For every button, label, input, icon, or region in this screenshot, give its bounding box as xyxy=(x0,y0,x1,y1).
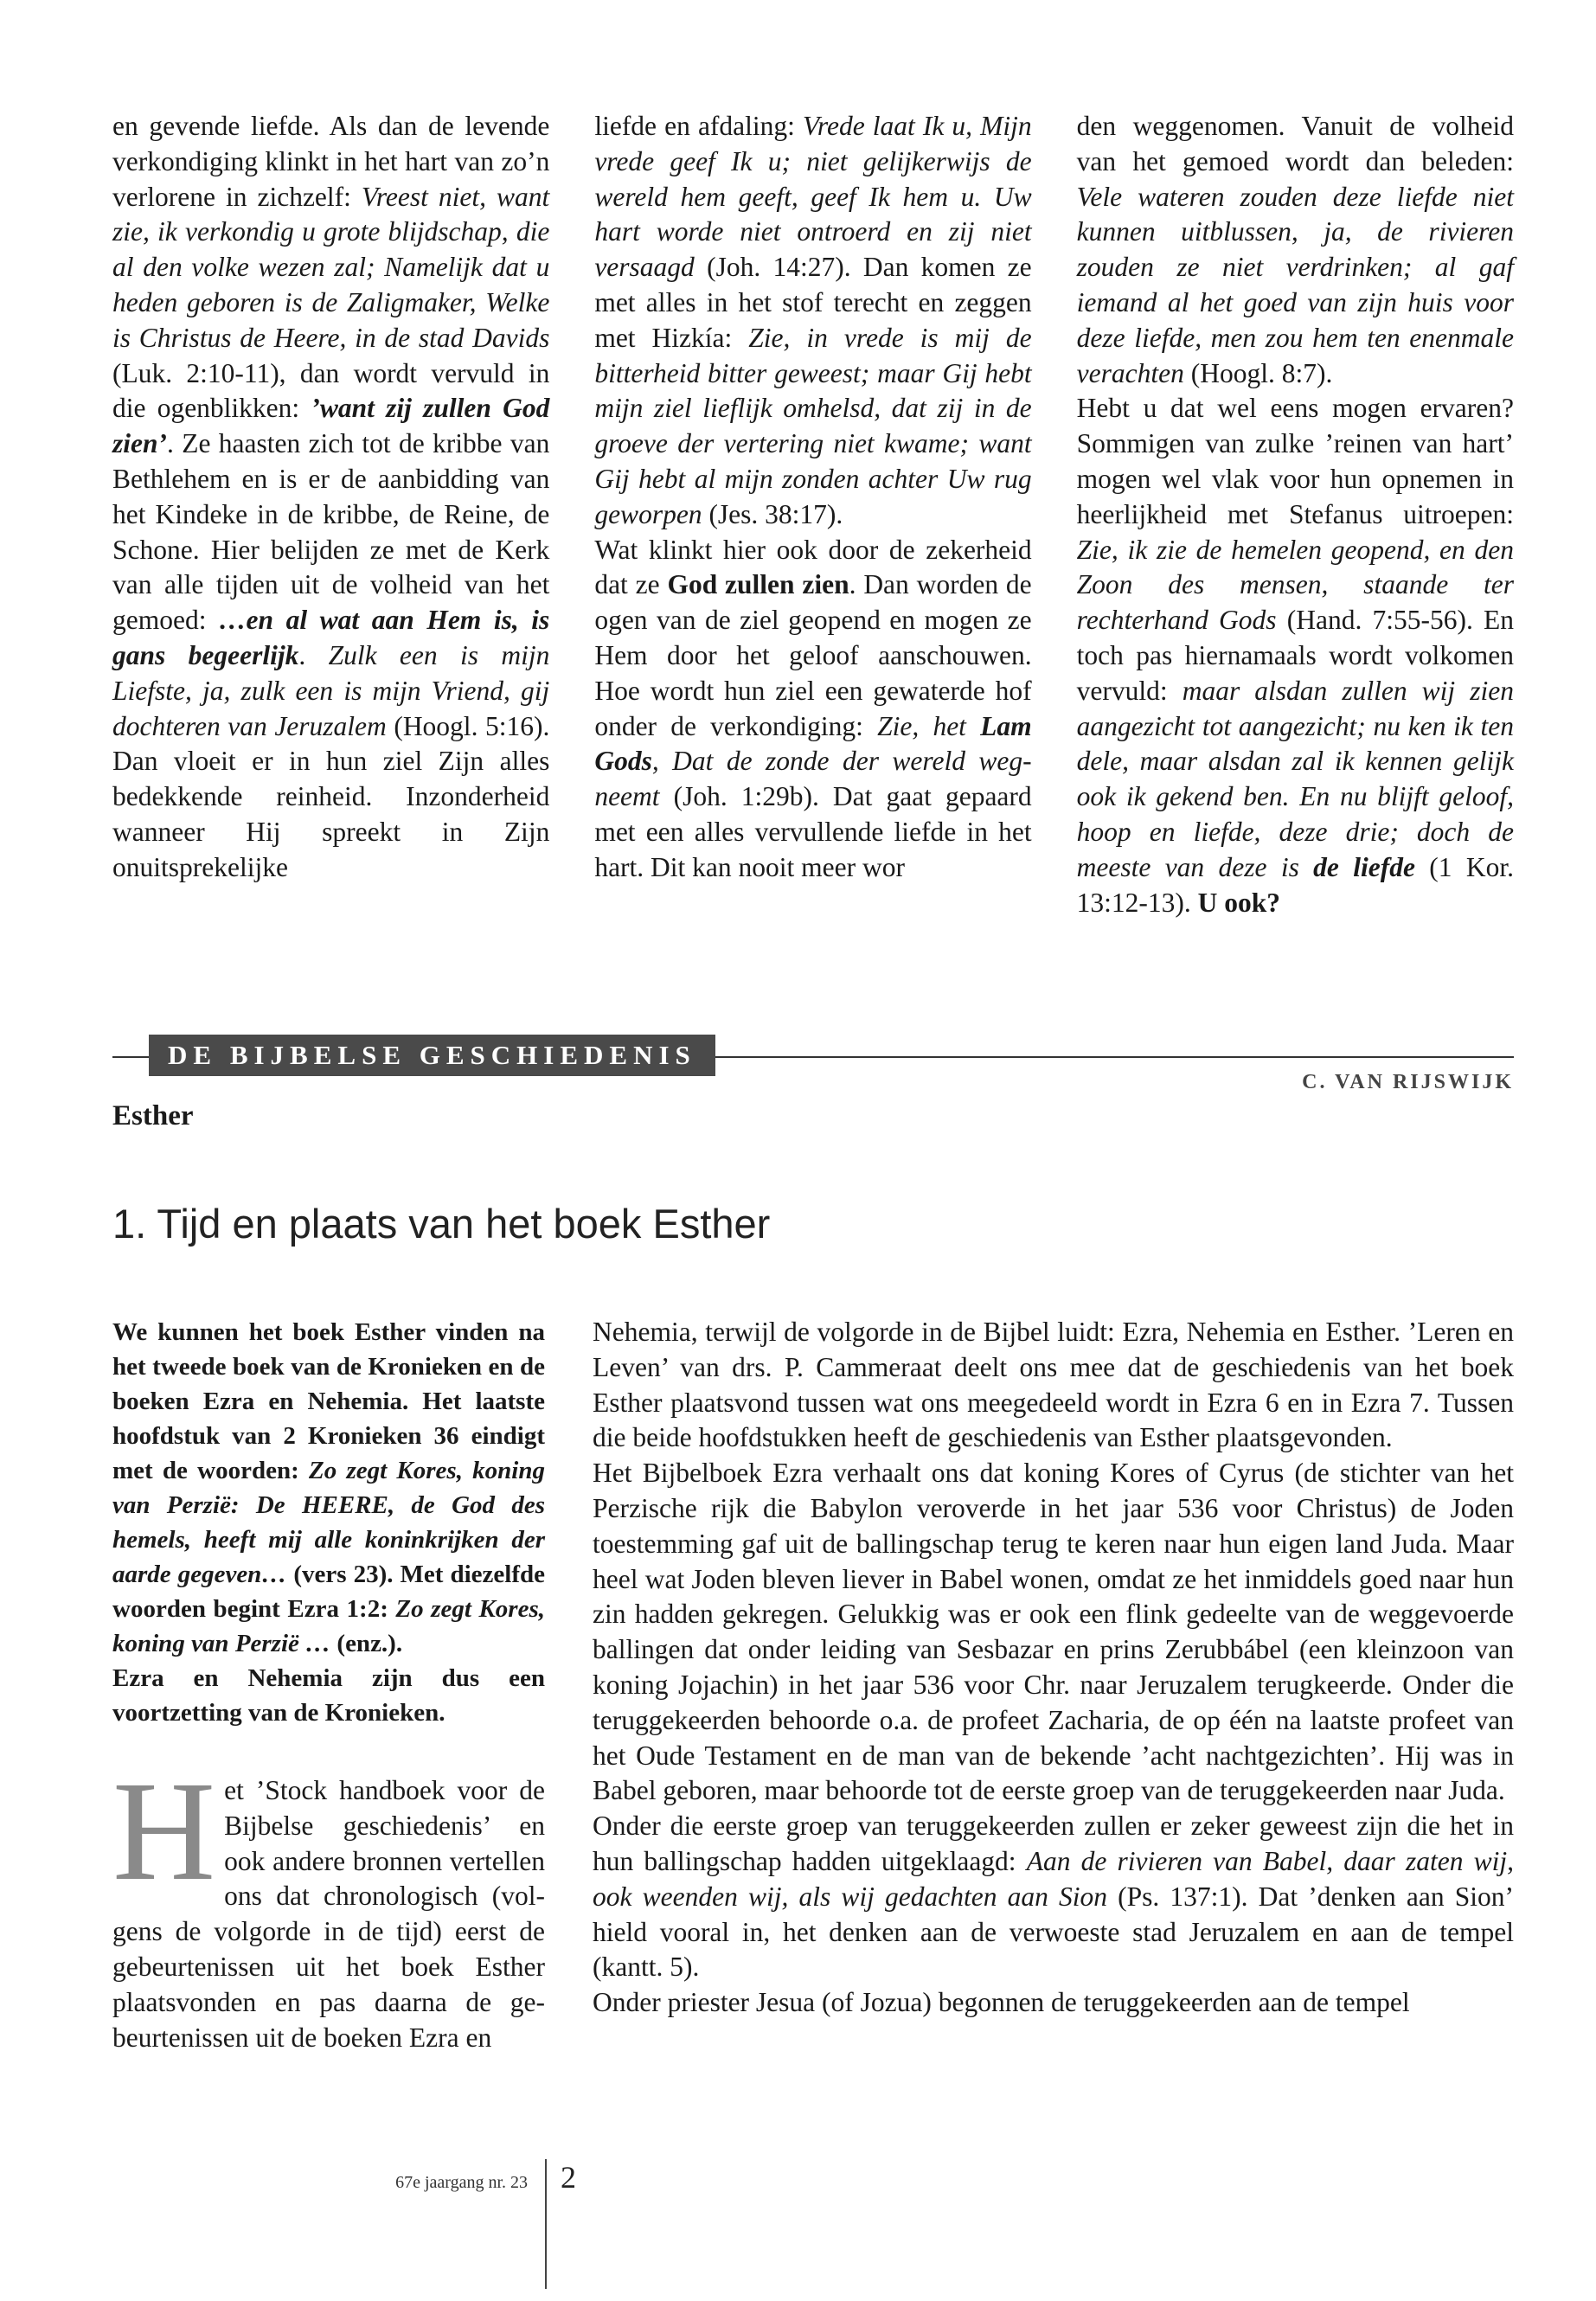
text-run: , Dat de zonde der wereld wegneemt xyxy=(594,746,1032,812)
article-title: 1. Tijd en plaats van het boek Esther xyxy=(112,1201,771,1247)
text-run: (enz.). xyxy=(330,1630,403,1657)
lower-left-column xyxy=(112,1315,545,2055)
text-run: den weggenomen. Vanuit de volheid van het gemoed wordt dan beleden: xyxy=(1076,111,1514,176)
section-label: DE BIJBELSE GESCHIEDENIS xyxy=(149,1035,715,1076)
text-run: Zie, in vrede is mij de bitterheid bitter geweest; maar Gij hebt mijn ziel lieflijk omhelsd, dat zij in de groeve der vertering niet kwame; want Gij hebt al mijn zonden achter Uw rug geworpen xyxy=(594,322,1032,529)
text-run: Hebt u dat wel eens mogen ervaren? Sommigen van zulke ’reinen van hart’ mogen wel vlak voor hun opnemen in heerlijkheid met Stefanus uitroepen: xyxy=(1076,393,1514,529)
text-run: en gevende liefde. Als dan de levende verkondiging klinkt in het hart van zo’n verlorene in zichzelf: xyxy=(112,111,550,212)
text-run: liefde en afdaling: xyxy=(594,111,803,141)
text-run: Lam Gods xyxy=(594,710,1032,777)
text-run: Zo zegt Kores, koning van Perzië … xyxy=(112,1595,546,1657)
top-column-3 xyxy=(1077,109,1514,920)
text-run: ’want zij zullen God zien’ xyxy=(112,393,550,459)
text-run: (Joh. 1:29b). Dat gaat gepaard met een alles vervullende liefde in het hart. Dit kan nooit meer wor xyxy=(594,781,1032,882)
body-right-paragraph-1 xyxy=(593,1315,1514,1456)
text-run: maar alsdan zullen wij zien aangezicht tot aangezicht; nu ken ik ten dele, maar alsdan zal ik kennen gelijk ook ik gekend ben. En nu blijft geloof, hoop en liefde, deze drie; doch de meeste van deze is xyxy=(1076,675,1514,882)
text-run: (Hand. 7:55-56). En toch pas hiernamaals wordt volkomen vervuld: xyxy=(1076,605,1514,706)
series-title: Esther xyxy=(112,1100,194,1131)
page-number: 2 xyxy=(561,2160,576,2195)
text-run: Onder die eerste groep van teruggekeerden zullen er zeker geweest zijn die het in hun ballingschap hadden uitgeklaagd: xyxy=(593,1811,1514,1876)
text-run: Ezra en Nehemia zijn dus een voortzetting van de Kronieken. xyxy=(112,1664,545,1727)
footer-issue: 67e jaargang nr. 23 xyxy=(395,2173,528,2192)
text-run: U ook? xyxy=(1197,887,1281,918)
text-run: (Hoogl. 8:7). xyxy=(1183,357,1333,388)
text-run: (Jes. 38:17). xyxy=(702,498,843,529)
text-run: …en al wat aan Hem is, is gans begeerlijk xyxy=(112,605,550,670)
intro-text xyxy=(112,1315,545,1730)
text-run: . Dan worden de ogen van de ziel geopend en mogen ze Hem door het geloof aanschouwen. Hoe wordt hun ziel een gewaterde hof onder de verkondiging: xyxy=(594,569,1032,741)
top-column-2 xyxy=(594,109,1031,920)
text-run: (Hoogl. 5:16). Dan vloeit er in hun ziel Zijn alles bedekkende reinheid. Inzonderheid wanneer Hij spreekt in Zijn onuitsprekelijke xyxy=(112,710,550,882)
top-column-1 xyxy=(112,109,549,920)
text-run: Vreest niet, want zie, ik verkondig u grote blijdschap, die al den volke wezen zal; Namelijk dat u heden geboren is de Zaligmaker, Welke is Christus de Heere, in de stad Davids xyxy=(112,181,550,353)
lower-right-column xyxy=(593,1315,1514,2021)
body-right-paragraph-3 xyxy=(593,1809,1514,1985)
text-run: Zo zegt Kores, koning van Perzië: De HEERE, de God des hemels, heeft mij alle koninkrijken der aarde gegeven… xyxy=(112,1457,545,1588)
text-run: (Ps. 137:1). Dat ’denken aan Sion’ hield vooral in, het denken aan de verwoeste stad Jeruzalem en aan de tempel (kantt. 5). xyxy=(593,1881,1515,1983)
text-run: Wat klinkt hier ook door de zekerheid dat ze xyxy=(594,534,1032,600)
intro-paragraph-2 xyxy=(112,1661,545,1730)
footer-rule xyxy=(545,2159,547,2289)
section-header xyxy=(112,1035,1514,1093)
text-run: Vrede laat Ik u, Mijn vrede geef Ik u; niet gelijkerwijs de wereld hem geeft, geef Ik hem u. Uw hart worde niet ontroerd en zij niet versaagd xyxy=(594,111,1032,283)
text-run: Het Bijbelboek Ezra verhaalt ons dat koning Kores of Cyrus (de stichter van het Perzische rijk die Babylon veroverde in het jaar 536 voor Christus) de Joden toestemming gaf uit de ballingschap terug te keren naar hun eigen land Juda. Maar heel wat Joden bleven liever in Babel wonen, omdat ze het inmiddels goed naar hun zin hadden gekregen. Gelukkig was er ook een flink gedeelte van de weggevoerde ballingen dat onder leiding van Sesbazar en prins Zerubbábel (een kleinzoon van koning Jojachin) in het jaar 536 voor Chr. naar Jeruzalem terugkeerde. Onder die teruggekeerden behoorde o.a. de profeet Zacharia, de op één na laatste profeet van het Oude Testament en de man van de bekende ’acht nachtgezichten’. Hij was in Babel geboren, maar behoorde tot de eerste groep van de teruggekeerden naar Juda. xyxy=(593,1458,1514,1806)
text-run: . Ze haasten zich tot de kribbe van Bethlehem en is er de aanbidding van het Kindeke in de kribbe, de Reine, de Schone. Hier belijden ze met de Kerk van alle tijden uit de volheid van het gemoed: xyxy=(112,428,550,636)
dropcap: H xyxy=(112,1752,216,1910)
text-run: Aan de rivieren van Babel, daar zaten wij, ook weenden wij, als wij gedachten aan Sion xyxy=(593,1845,1514,1912)
text-run: Nehemia, terwijl de volgorde in de Bijbel luidt: Ezra, Nehemia en Esther. ’Leren en Leven’ van drs. P. Cammeraat deelt ons mee dat de geschiedenis van het boek Esther plaatsvond tussen wat ons meegedeeld wordt in Ezra 6 en in Ezra 7. Tussen die beide hoofdstukken heeft de geschiedenis van Esther plaatsgevonden. xyxy=(593,1317,1514,1453)
text-run: (Joh. 14:27). Dan komen ze met alles in het stof terecht en zeggen met Hizkía: xyxy=(594,252,1032,353)
text-run: Onder priester Jesua (of Jozua) begonnen de teruggekeerden aan de tempel xyxy=(593,1987,1410,2018)
text-run: (vers 23). Met diezelfde woorden begint Ezra 1:2: xyxy=(112,1561,545,1623)
text-run: God zullen zien xyxy=(667,569,849,600)
body-right-paragraph-2 xyxy=(593,1456,1514,1809)
author-name: C. VAN RIJSWIJK xyxy=(1302,1071,1514,1093)
text-run: de liefde xyxy=(1313,851,1415,882)
body-left-paragraph: et ’Stock handboek voor de Bijbelse geschiedenis’ en ook andere bronnen vertellen ons dat chronologisch (volgens de volgorde in de tijd) eerst de gebeurtenissen uit het boek Esther plaatsvonden en pas daarna de gebeurtenissen uit de boeken Ezra en xyxy=(112,1775,545,2053)
top-columns xyxy=(112,109,1514,920)
text-run: Vele wateren zouden deze liefde niet kunnen uitblussen, ja, de rivieren zouden ze niet verdrinken; al gaf iemand al het goed van zijn huis voor deze liefde, men zou hem ten enenmale verachten xyxy=(1076,181,1514,388)
intro-paragraph-1 xyxy=(112,1315,545,1661)
text-run: . xyxy=(298,639,329,670)
body-left-text xyxy=(112,1752,545,2055)
body-right-paragraph-4 xyxy=(593,1985,1514,2021)
text-run: Zulk een is mijn Liefste, ja, zulk een is mijn Vriend, gij dochteren van Jeruzalem xyxy=(112,639,550,741)
text-run: (Luk. 2:10-11), dan wordt vervuld in die ogenblikken: xyxy=(112,357,550,424)
text-run: We kunnen het boek Esther vinden na het tweede boek van de Kronieken en de boeken Ezra en Nehemia. Het laatste hoofdstuk van 2 Kronieken 36 eindigt met de woorden: xyxy=(112,1318,545,1484)
text-run: Zie, het xyxy=(877,710,981,741)
text-run: (1 Kor. 13:12-13). xyxy=(1076,851,1514,918)
text-run: Zie, ik zie de hemelen geopend, en den Zoon des mensen, staande ter rechterhand Gods xyxy=(1076,534,1514,636)
